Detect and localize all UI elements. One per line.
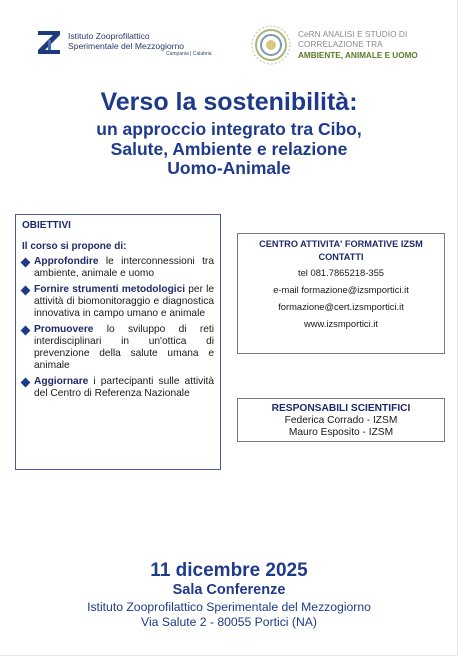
objectives-heading: OBIETTIVI xyxy=(22,220,71,231)
page-subtitle xyxy=(0,120,458,179)
objective-keyword: Approfondire xyxy=(34,256,99,267)
page-title: Verso la sostenibilità: xyxy=(100,88,358,116)
cern-logo-text xyxy=(298,30,407,50)
izsm-logo-line1: Istituto Zooprofilattico xyxy=(68,31,150,41)
diamond-bullet-icon xyxy=(21,258,31,268)
cern-logo xyxy=(250,24,430,68)
contact-website-link[interactable]: www.izsmportici.it xyxy=(304,318,378,329)
contacts-subtitle: CONTATTI xyxy=(318,252,364,262)
contact-pec-link[interactable]: formazione@cert.izsmportici.it xyxy=(278,301,404,312)
event-institute: Istituto Zooprofilattico Sperimentale del Mezzogiorno xyxy=(87,600,371,614)
izsm-logo-region: Campania | Calabria xyxy=(166,51,212,57)
diamond-bullet-icon xyxy=(21,326,31,336)
subtitle-line2: Salute, Ambiente e relazione xyxy=(110,138,348,159)
list-item xyxy=(22,324,214,372)
responsabile-name: Federica Corrado - IZSM xyxy=(284,415,398,426)
objectives-list xyxy=(22,256,214,400)
event-date: 11 dicembre 2025 xyxy=(150,560,308,581)
cern-logo-line1: CeRN ANALISI E STUDIO DI xyxy=(298,30,408,39)
izsm-logo-line2: Sperimentale del Mezzogiorno xyxy=(68,41,185,51)
subtitle-line3: Uomo-Animale xyxy=(167,158,291,178)
list-item xyxy=(22,284,214,320)
objective-keyword: Aggiornare xyxy=(34,376,89,387)
objective-keyword: Promuovere xyxy=(34,324,94,335)
list-item xyxy=(22,376,214,400)
responsabili-box xyxy=(237,398,445,442)
diamond-bullet-icon xyxy=(21,286,31,296)
event-address: Via Salute 2 - 80055 Portici (NA) xyxy=(141,615,317,629)
responsabili-title: RESPONSABILI SCIENTIFICI xyxy=(271,403,411,414)
izsm-emblem-icon xyxy=(36,28,64,58)
objectives-intro: Il corso si propone di: xyxy=(22,241,127,252)
objective-text: le interconnessioni tra ambiente, animale e uomo xyxy=(34,256,214,279)
cern-sunburst-icon xyxy=(250,24,292,66)
objective-text: i partecipanti sulle attività del Centro di Referenza Nazionale xyxy=(34,376,214,399)
list-item xyxy=(22,256,214,280)
contact-phone: tel 081.7865218-355 xyxy=(297,267,384,278)
event-venue: Sala Conferenze xyxy=(172,582,286,598)
objective-keyword: Fornire strumenti metodologici xyxy=(34,284,186,295)
contact-email-link[interactable]: e-mail formazione@izsmportici.it xyxy=(273,284,409,295)
diamond-bullet-icon xyxy=(21,378,31,388)
responsabile-name: Mauro Esposito - IZSM xyxy=(288,427,394,438)
objective-text: per le attività di biomonitoraggio e diagnostica innovativa in campo umano e animale xyxy=(34,284,214,319)
objectives-box xyxy=(15,214,221,470)
contacts-box xyxy=(237,233,445,354)
cern-logo-line3: AMBIENTE, ANIMALE E UOMO xyxy=(298,51,418,60)
izsm-logo xyxy=(36,28,226,62)
contacts-title: CENTRO ATTIVITA' FORMATIVE IZSM xyxy=(259,239,423,249)
cern-logo-line2: CORRELAZIONE TRA xyxy=(298,40,383,49)
izsm-logo-text xyxy=(68,31,184,51)
subtitle-line1: un approccio integrato tra Cibo, xyxy=(96,119,362,139)
objective-text: lo sviluppo di reti interdisciplinari in un'ottica di prevenzione della salute umana e animale xyxy=(34,324,214,371)
